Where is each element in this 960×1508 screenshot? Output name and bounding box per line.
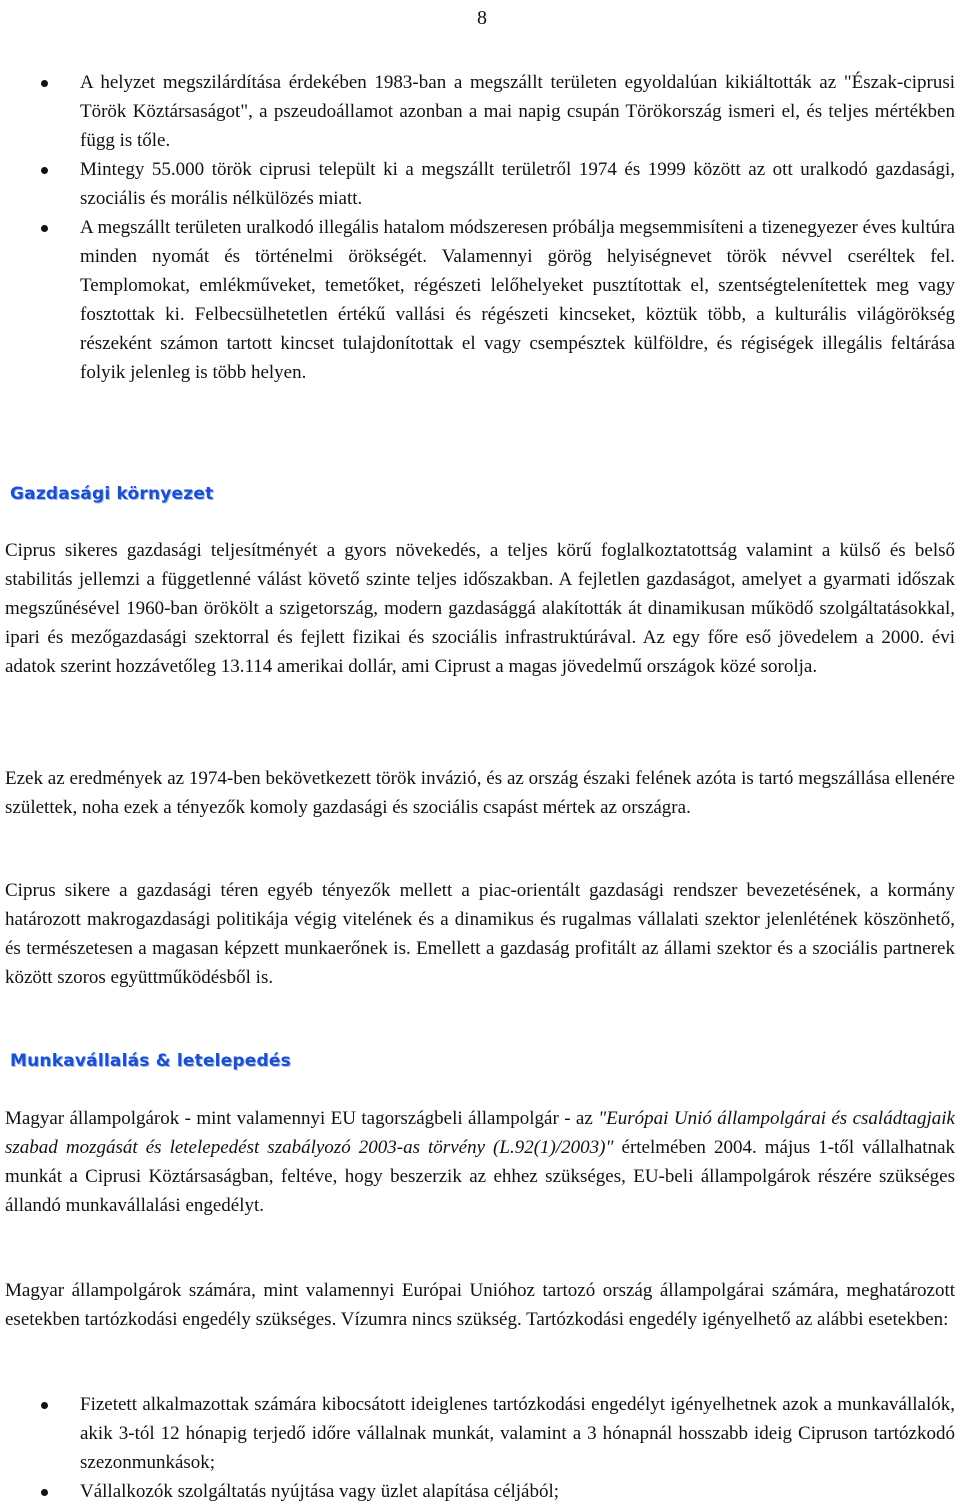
employment-text-part2: értelmében 2004. május 1-től vállalhatnak munkát a Ciprusi Köztársaságban, feltéve, hogy beszerzik az ehhez szükséges, EU-beli állampolgárok részére szükséges állandó munkavállalási engedélyt. xyxy=(5,1137,955,1216)
employment-paragraph: Magyar állampolgárok számára, mint valamennyi Európai Unióhoz tartozó ország állampolgárai számára, meghatározott esetekben tartózkodási engedély szükséges. Vízumra nincs szükség. Tartózkodási engedély igényelhető az alábbi esetekben: xyxy=(5,1280,955,1330)
bottom-bullet-list xyxy=(0,1390,960,1506)
employment-paragraph xyxy=(5,1104,955,1220)
list-item: A megszállt területen uralkodó illegális hatalom módszeresen próbálja megsemmisíteni a tizenegyezer éves kultúra minden nyomát és történelmi örökségét. Valamennyi görög helyiségnevet török névvel cseréltek fel. Templomokat, emlékműveket, temetőket, régészeti lelőhelyeket pusztítottak el, szentségtelenítettek meg vagy fosztottak ki. Felbecsülhetetlen értékű vallási és régészeti kincseket, köztük több, a kulturális világörökség részeként számon tartott kincset tulajdonítottak el vagy csempésztek külföldre, és régiségek illegális feltárása folyik jelenleg is több helyen. xyxy=(0,213,960,387)
law-citation: "Európai Unió állampolgárai és családtagjaik szabad mozgását és letelepedést szabályozó 2003-as törvény (L.92(1)/2003)" xyxy=(5,1108,955,1158)
economy-paragraph: Ciprus sikeres gazdasági teljesítményét a gyors növekedés, a teljes körű foglalkoztatottság valamint a külső és belső stabilitás jellemzi a függetlenné válást követő szinte teljes időszakban. A fejletlen gazdaságot, amelyet a gyarmati időszak megszűnésével 1960-ban örökölt a szigetország, modern gazdasággá alakították át dinamikusan működő szolgáltatásokkal, ipari és mezőgazdasági szektorral és fejlett fizikai és szociális infrastruktúrával. Az egy főre eső jövedelem a 2000. évi adatok szerint hozzávetőleg 13.114 amerikai dollár, ami Ciprust a magas jövedelmű országok közé sorolja. xyxy=(5,540,955,677)
employment-text-part1: Magyar állampolgárok - mint valamennyi EU tagországbeli állampolgár - az xyxy=(5,1108,599,1129)
list-item: Vállalkozók szolgáltatás nyújtása vagy üzlet alapítása céljából; xyxy=(0,1477,960,1506)
list-item: A helyzet megszilárdítása érdekében 1983-ban a megszállt területen egyoldalúan kikiáltották az "Észak-ciprusi Török Köztársaságot", a pszeudoállamot azonban a mai napig csupán Törökország ismeri el, és teljes mértékben függ is tőle. xyxy=(0,68,960,155)
section-heading-economy: Gazdasági környezet xyxy=(10,484,214,504)
list-item: Mintegy 55.000 török ciprusi települt ki a megszállt területről 1974 és 1999 között az ott uralkodó gazdasági, szociális és morális nélkülözés miatt. xyxy=(0,155,960,213)
section-heading-employment: Munkavállalás & letelepedés xyxy=(10,1051,291,1071)
top-bullet-list xyxy=(0,68,960,387)
economy-paragraph: Ezek az eredmények az 1974-ben bekövetkezett török invázió, és az ország északi felének azóta is tartó megszállása ellenére születtek, noha ezek a tényezők komoly gazdasági és szociális csapást mértek az országra. xyxy=(5,768,955,818)
page-number: 8 xyxy=(477,7,487,29)
list-item: Fizetett alkalmazottak számára kibocsátott ideiglenes tartózkodási engedélyt igényelhetnek azok a munkavállalók, akik 3-tól 12 hónapig terjedő időre vállalnak munkát, valamint a 3 hónapnál hosszabb ideig Cipruson tartózkodó szezonmunkások; xyxy=(0,1390,960,1477)
economy-paragraph: Ciprus sikere a gazdasági téren egyéb tényezők mellett a piac-orientált gazdasági rendszer bevezetésének, a kormány határozott makrogazdasági politikája végig vitelének és a dinamikus és rugalmas vállalati szektor jelenlétének köszönhető, és természetesen a magasan képzett munkaerőnek is. Emellett a gazdaság profitált az állami szektor és a szociális partnerek között szoros együttműködésből is. xyxy=(5,880,955,988)
